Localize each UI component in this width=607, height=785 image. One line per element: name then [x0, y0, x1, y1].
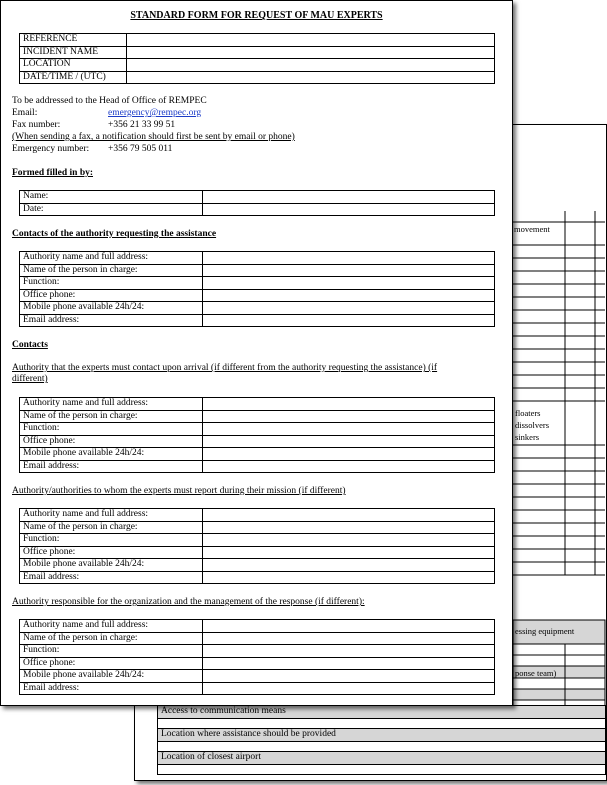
form-title: STANDARD FORM FOR REQUEST OF MAU EXPERTS	[130, 10, 383, 21]
row-communication: Access to communication means	[158, 706, 606, 719]
contact-value[interactable]	[203, 289, 495, 302]
contact-value[interactable]	[203, 314, 495, 327]
filled-heading: Formed filled in by:	[12, 168, 94, 178]
contact-value[interactable]	[203, 620, 495, 633]
arrival-table	[19, 397, 495, 473]
field-datetime-value[interactable]	[127, 71, 495, 84]
contact-label: Authority name and full address:	[20, 398, 203, 411]
contact-label: Office phone:	[20, 546, 203, 559]
contact-label: Name of the person in charge:	[20, 632, 203, 645]
field-incident-name-label: INCIDENT NAME	[20, 46, 127, 59]
responsible-table	[19, 619, 495, 695]
contact-value[interactable]	[203, 559, 495, 572]
fragment-dissolvers: dissolvers	[515, 420, 549, 430]
row-blank	[158, 719, 606, 729]
contact-value[interactable]	[203, 509, 495, 522]
fax-note: (When sending a fax, a notification should first be sent by email or phone)	[12, 132, 295, 142]
contact-label: Name of the person in charge:	[20, 521, 203, 534]
row-blank	[158, 742, 606, 752]
contact-value[interactable]	[203, 546, 495, 559]
contact-label: Email address:	[20, 571, 203, 584]
field-reference-value[interactable]	[127, 34, 495, 47]
fragment-sinkers: sinkers	[515, 432, 540, 442]
contact-label: Office phone:	[20, 289, 203, 302]
contact-label: Mobile phone available 24h/24:	[20, 559, 203, 572]
responsible-heading: Authority responsible for the organization and the management of the response (if different):	[12, 597, 365, 607]
filled-by-table	[19, 190, 495, 216]
field-location-value[interactable]	[127, 59, 495, 72]
row-blank	[158, 765, 606, 775]
report-table	[19, 508, 495, 584]
contact-label: Mobile phone available 24h/24:	[20, 670, 203, 683]
contact-label: Mobile phone available 24h/24:	[20, 302, 203, 315]
row-assistance-location: Location where assistance should be provided	[158, 729, 606, 742]
contact-value[interactable]	[203, 645, 495, 658]
arrival-heading-2: different)	[12, 374, 48, 384]
addressed-to: To be addressed to the Head of Office of REMPEC	[12, 96, 207, 106]
contact-label: Mobile phone available 24h/24:	[20, 448, 203, 461]
fragment-response-team: ponse team)	[515, 668, 557, 678]
contact-value[interactable]	[203, 423, 495, 436]
contact-value[interactable]	[203, 632, 495, 645]
contact-label: Function:	[20, 534, 203, 547]
fragment-movement: movement	[514, 224, 550, 234]
contact-value[interactable]	[203, 657, 495, 670]
contact-value[interactable]	[203, 264, 495, 277]
contact-value[interactable]	[203, 682, 495, 695]
filled-name-label: Name:	[20, 191, 203, 204]
contact-value[interactable]	[203, 410, 495, 423]
contact-value[interactable]	[203, 460, 495, 473]
fragment-floaters: floaters	[515, 408, 541, 418]
filled-date-label: Date:	[20, 203, 203, 216]
emergency-value: +356 79 505 011	[108, 144, 173, 154]
back-bottom-table	[157, 705, 606, 775]
contact-label: Name of the person in charge:	[20, 264, 203, 277]
email-label: Email:	[12, 108, 38, 118]
contact-label: Authority name and full address:	[20, 252, 203, 265]
contact-value[interactable]	[203, 435, 495, 448]
field-location-label: LOCATION	[20, 59, 127, 72]
contact-label: Office phone:	[20, 657, 203, 670]
contact-label: Email address:	[20, 682, 203, 695]
contact-value[interactable]	[203, 571, 495, 584]
contact-label: Name of the person in charge:	[20, 410, 203, 423]
contact-value[interactable]	[203, 521, 495, 534]
contact-value[interactable]	[203, 252, 495, 265]
requesting-table	[19, 251, 495, 327]
header-fields-table	[19, 33, 495, 84]
contact-label: Email address:	[20, 314, 203, 327]
field-reference-label: REFERENCE	[20, 34, 127, 47]
contact-label: Function:	[20, 423, 203, 436]
arrival-heading: Authority that the experts must contact upon arrival (if different from the authority requesting the assistance) (if	[12, 363, 438, 373]
contacts-heading: Contacts	[12, 340, 48, 350]
email-link[interactable]: emergency@rempec.org	[108, 108, 202, 118]
contact-value[interactable]	[203, 398, 495, 411]
contact-label: Function:	[20, 277, 203, 290]
contact-value[interactable]	[203, 534, 495, 547]
fax-label: Fax number:	[12, 120, 61, 130]
contact-label: Authority name and full address:	[20, 620, 203, 633]
filled-name-value[interactable]	[203, 191, 495, 204]
filled-date-value[interactable]	[203, 203, 495, 216]
contact-value[interactable]	[203, 302, 495, 315]
field-incident-name-value[interactable]	[127, 46, 495, 59]
contact-value[interactable]	[203, 277, 495, 290]
contact-label: Function:	[20, 645, 203, 658]
row-closest-airport: Location of closest airport	[158, 752, 606, 765]
contact-label: Authority name and full address:	[20, 509, 203, 522]
contact-value[interactable]	[203, 448, 495, 461]
fragment-processing-equipment: essing equipment	[515, 626, 575, 636]
contact-value[interactable]	[203, 670, 495, 683]
contact-label: Email address:	[20, 460, 203, 473]
contact-label: Office phone:	[20, 435, 203, 448]
report-heading: Authority/authorities to whom the experts must report during their mission (if different)	[12, 486, 346, 496]
emergency-label: Emergency number:	[12, 144, 90, 154]
field-datetime-label: DATE/TIME / (UTC)	[20, 71, 127, 84]
fax-value: +356 21 33 99 51	[108, 120, 176, 130]
requesting-heading: Contacts of the authority requesting the assistance	[12, 229, 217, 239]
